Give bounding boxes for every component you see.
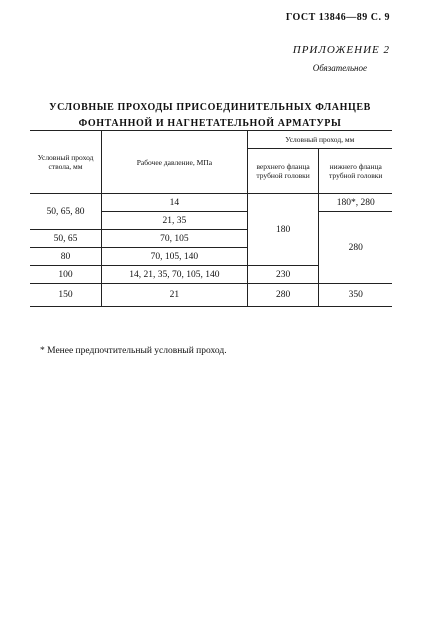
flange-table [30,130,392,307]
header-lower-flange: нижнего фланца трубной головки [319,148,392,193]
cell-upper-flange: 180 [247,194,319,266]
cell-stem: 50, 65, 80 [46,206,85,217]
cell-pressure: 14, 21, 35, 70, 105, 140 [102,266,248,284]
cell-stem: 50, 65 [53,233,78,244]
page-reference: ГОСТ 13846—89 С. 9 [285,12,390,23]
table-row [30,194,392,212]
header-group: Условный проход, мм [247,131,392,149]
table-row [30,284,392,307]
cell-pressure: 14 [102,194,248,212]
appendix-note: Обязательное [312,63,367,73]
cell-pressure: 70, 105 [102,230,248,248]
appendix-title: ПРИЛОЖЕНИЕ 2 [292,44,390,56]
cell-stem: 100 [30,266,102,284]
table-header-row [30,131,392,149]
cell-upper-flange: 230 [247,266,319,284]
cell-upper-flange: 280 [247,284,319,307]
header-upper-flange: верхнего фланца трубной головки [247,148,319,193]
cell-pressure: 70, 105, 140 [102,248,248,266]
header-pressure: Рабочее давление, МПа [102,131,248,194]
table-title-line-2: ФОНТАННОЙ И НАГНЕТАТЕЛЬНОЙ АРМАТУРЫ [78,118,342,129]
cell-lower-flange: 280 [319,212,392,284]
cell-lower-flange: 350 [319,284,392,307]
cell-lower-flange: 180*, 280 [319,194,392,212]
table-title-line-1: УСЛОВНЫЕ ПРОХОДЫ ПРИСОЕДИНИТЕЛЬНЫХ ФЛАНЦЕВ [49,102,371,113]
cell-pressure: 21, 35 [102,212,248,230]
table-title [25,100,395,132]
header-stem: Условный проход ствола, мм [37,153,94,171]
cell-pressure: 21 [102,284,248,307]
footnote: * Менее предпочтительный условный проход. [40,346,227,356]
cell-stem: 150 [58,290,73,300]
cell-stem: 80 [30,248,102,266]
